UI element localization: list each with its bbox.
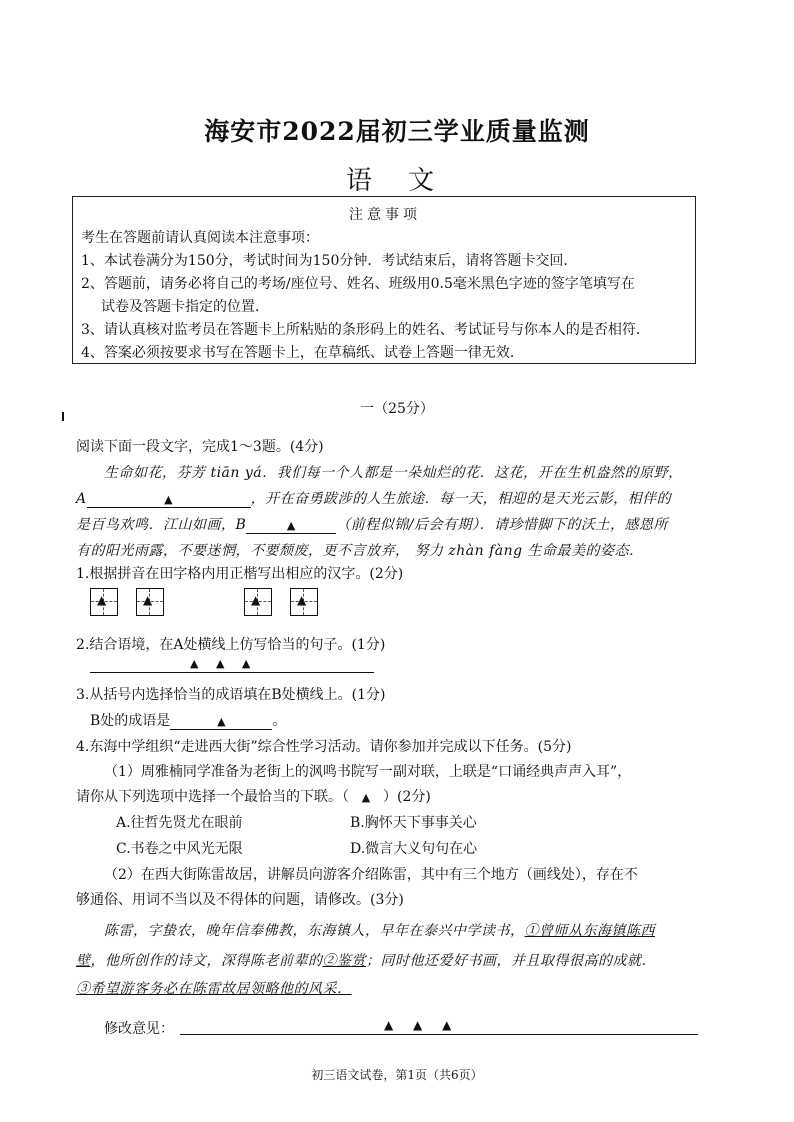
answer-marker: ▲ — [286, 519, 296, 532]
underlined-phrase-1-cont: 壁 — [76, 953, 91, 969]
question-4: 4.东海中学组织“走进西大街”综合性学习活动。请你参加并完成以下任务。(5分) — [76, 739, 572, 755]
passage-line-3-text-b: （前程似锦/后会有期）．请珍惜脚下的沃土，感恩所 — [336, 517, 669, 533]
option-b: B.胸怀天下事事关心 — [350, 815, 477, 831]
question-2: 2.结合语境，在A处横线上仿写恰当的句子。(1分) — [76, 637, 386, 653]
option-a: A.往哲先贤尤在眼前 — [116, 815, 243, 831]
answer-marker: ▲ — [217, 715, 226, 728]
notice-box — [72, 196, 696, 364]
blank-a-label: A — [76, 491, 87, 507]
question-4-1-points: ）(2分) — [383, 789, 431, 805]
underlined-phrase-2: ②鉴赏 — [322, 953, 366, 969]
question-4-1-line-2 — [76, 786, 431, 806]
answer-marker: ▲ — [97, 593, 107, 607]
notice-item-4: 4、答案必须按要求书写在答题卡上，在草稿纸、试卷上答题一律无效． — [81, 345, 524, 361]
passage-line-1: 生命如花，芬芳 tiān yá．我们每一个人都是一朵灿烂的花．这花，开在生机盎然的原野， — [104, 465, 683, 481]
question-4-1-text: 请你从下列选项中选择一个最恰当的下联。（ — [76, 789, 349, 805]
intro-text-line-1 — [104, 920, 655, 940]
answer-markers-revise: ▲ ▲ ▲ — [384, 1018, 452, 1032]
passage-line-4: 有的阳光雨露，不要迷惘，不要颓废，更不言放弃， 努力 zhàn fàng 生命最美的姿态． — [76, 543, 644, 559]
notice-title: 注意事项 — [349, 207, 421, 223]
passage-line-3-text-a: 是百鸟欢鸣．江山如画，B — [76, 517, 247, 533]
question-3-answer — [90, 710, 286, 730]
answer-marker: ▲ — [143, 593, 153, 607]
char-grid-box[interactable] — [90, 588, 118, 616]
passage-line-3 — [76, 514, 668, 534]
char-grid-box[interactable] — [244, 588, 272, 616]
blank-b[interactable] — [246, 518, 336, 534]
underlined-phrase-1: ①曾师从东海镇陈西 — [524, 923, 655, 939]
question-4-2-line-1: （2）在西大街陈雷故居，讲解员向游客介绍陈雷，其中有三个地方（画线处），存在不 — [104, 867, 638, 883]
option-c: C.书卷之中风光无限 — [116, 841, 243, 857]
answer-marker[interactable]: ▲ — [361, 791, 371, 804]
answer-blank-q3[interactable] — [170, 714, 272, 730]
subject-title: 语 文 — [345, 166, 449, 196]
intro-text-1a: 陈雷，字蛰农，晚年信奉佛教，东海镇人，早年在泰兴中学读书， — [104, 923, 525, 939]
notice-item-2-cont: 试卷及答题卡指定的位置． — [101, 299, 269, 315]
answer-line-revise[interactable] — [180, 1034, 698, 1035]
answer-marker: ▲ — [297, 593, 307, 607]
page-footer: 初三语文试卷，第1页（共6页） — [311, 1068, 483, 1082]
char-grid-box[interactable] — [290, 588, 318, 616]
answer-markers-q2: ▲ ▲ ▲ — [190, 657, 251, 670]
intro-text-2a: ，他所创作的诗文，深得陈老前辈的 — [90, 953, 323, 969]
section-heading: 一（25分） — [360, 401, 434, 417]
question-3: 3.从括号内选择恰当的成语填在B处横线上。(1分) — [76, 687, 386, 703]
question-4-2-line-2: 够通俗、用词不当以及不得体的问题，请修改。(3分) — [76, 892, 404, 908]
intro-text-line-2 — [76, 950, 656, 970]
question-1: 1.根据拼音在田字格内用正楷写出相应的汉字。(2分) — [76, 566, 404, 582]
notice-item-2: 2、答题前，请务必将自己的考场/座位号、姓名、班级用0.5毫米黑色字迹的签字笔填写在 — [81, 276, 635, 292]
answer-marker: ▲ — [164, 493, 174, 506]
passage-line-2 — [76, 488, 671, 508]
passage-line-2-text: ，开在奋勇跋涉的人生旅途．每一天，相迎的是天光云影，相伴的 — [250, 491, 672, 507]
notice-item-1: 1、本试卷满分为150分，考试时间为150分钟．考试结束后，请将答题卡交回． — [81, 253, 578, 269]
underlined-phrase-3: ③希望游客务必在陈雷故居领略他的风采． — [76, 981, 352, 997]
question-3-suffix: 。 — [272, 713, 287, 729]
answer-marker: ▲ — [251, 593, 261, 607]
notice-intro: 考生在答题前请认真阅读本注意事项： — [81, 230, 319, 246]
question-3-prefix: B处的成语是 — [90, 713, 171, 729]
option-d: D.微言大义句句在心 — [350, 841, 478, 857]
notice-item-3: 3、请认真核对监考员在答题卡上所粘贴的条形码上的姓名、考试证号与你本人的是否相符． — [81, 322, 650, 338]
intro-text-2b: ；同时他还爱好书画，并且取得很高的成就． — [366, 953, 656, 969]
revise-label: 修改意见： — [104, 1021, 174, 1037]
question-4-1-line-1: （1）周雅楠同学准备为老街上的沨鸣书院写一副对联，上联是“口诵经典声声入耳”， — [104, 764, 632, 780]
exam-title: 海安市2022届初三学业质量监测 — [204, 117, 590, 146]
char-grid-box[interactable] — [136, 588, 164, 616]
reading-instruction: 阅读下面一段文字，完成1～3题。(4分) — [76, 439, 324, 455]
answer-line-q2[interactable] — [90, 672, 374, 673]
blank-a[interactable] — [87, 492, 251, 508]
